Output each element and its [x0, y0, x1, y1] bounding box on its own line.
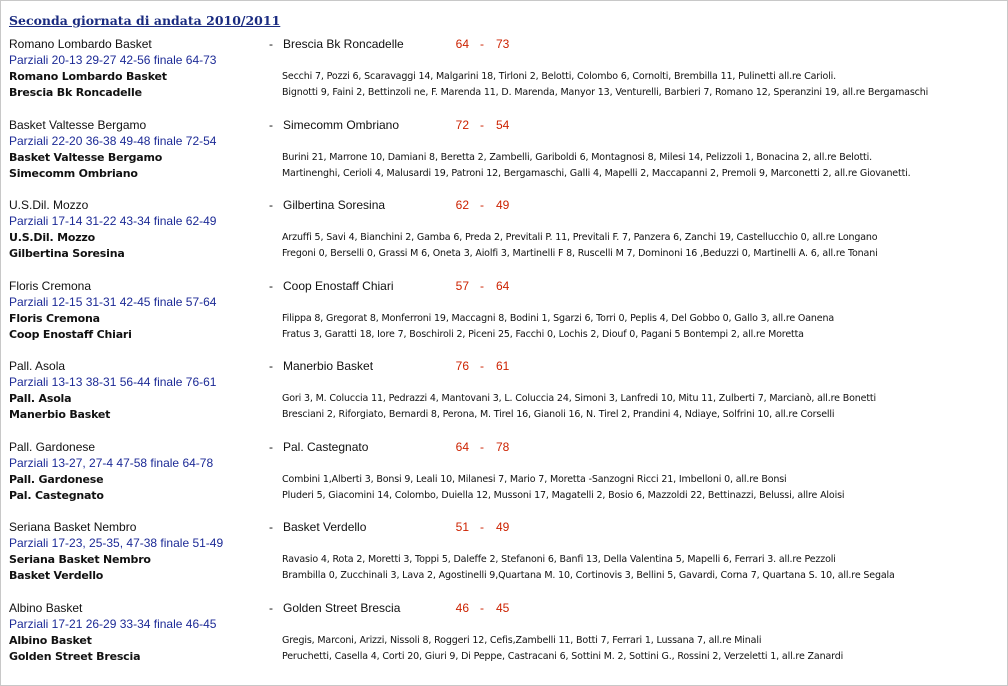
match-header — [1, 520, 1007, 536]
away-roster-team: Pal. Castegnato — [9, 489, 104, 502]
away-roster-row — [1, 166, 1007, 182]
home-team-name: Pall. Gardonese — [9, 440, 96, 454]
away-score: 54 — [496, 118, 510, 132]
match-header — [1, 37, 1007, 53]
match-block — [1, 440, 1007, 520]
away-score: 78 — [496, 440, 510, 454]
score-separator: - — [480, 601, 484, 615]
home-team-name: Basket Valtesse Bergamo — [9, 118, 147, 132]
partials-row — [1, 53, 1007, 69]
away-roster-players: Fregoni 0, Berselli 0, Grassi M 6, Oneta 3, Aiolfi 3, Martinelli F 8, Ruscelli M 7, Dominoni 16 ,Beduzzi 0, Martinelli A. 6, all.re Tonani — [282, 248, 878, 259]
home-team-name: Romano Lombardo Basket — [9, 37, 152, 51]
partials-text: Parziali 12-15 31-31 42-45 finale 57-64 — [9, 295, 217, 309]
partials-text: Parziali 17-21 26-29 33-34 finale 46-45 — [9, 617, 217, 631]
home-roster-team: Pall. Asola — [9, 392, 72, 405]
partials-row — [1, 617, 1007, 633]
away-roster-team: Basket Verdello — [9, 569, 104, 582]
home-roster-row — [1, 230, 1007, 246]
away-roster-row — [1, 488, 1007, 504]
team-separator: - — [269, 37, 273, 51]
score-separator: - — [480, 440, 484, 454]
match-header — [1, 118, 1007, 134]
home-team-name: Seriana Basket Nembro — [9, 520, 137, 534]
home-roster-row — [1, 633, 1007, 649]
away-score: 73 — [496, 37, 510, 51]
away-score: 64 — [496, 279, 510, 293]
partials-text: Parziali 17-23, 25-35, 47-38 finale 51-49 — [9, 536, 224, 550]
match-block — [1, 118, 1007, 198]
home-roster-team: Albino Basket — [9, 634, 92, 647]
away-score: 49 — [496, 520, 510, 534]
home-score: 57 — [455, 279, 469, 293]
match-header — [1, 279, 1007, 295]
home-team-name: Albino Basket — [9, 601, 83, 615]
away-team-name: Manerbio Basket — [283, 359, 374, 373]
match-block — [1, 359, 1007, 439]
home-roster-team: U.S.Dil. Mozzo — [9, 231, 95, 244]
away-roster-team: Golden Street Brescia — [9, 650, 141, 663]
away-roster-players: Bresciani 2, Riforgiato, Bernardi 8, Perona, M. Tirel 16, Gianoli 16, N. Tirel 2, Prandini 4, Ndiaye, Solfrini 10, all.re Corselli — [282, 409, 835, 420]
home-team-name: Pall. Asola — [9, 359, 66, 373]
away-team-name: Coop Enostaff Chiari — [283, 279, 394, 293]
page-title: Seconda giornata di andata 2010/2011 — [9, 13, 281, 28]
home-roster-row — [1, 391, 1007, 407]
home-roster-row — [1, 69, 1007, 85]
away-roster-team: Manerbio Basket — [9, 408, 111, 421]
away-roster-players: Peruchetti, Casella 4, Corti 20, Giuri 9, Di Peppe, Castracani 6, Sottini M. 2, Sottini G., Rossini 2, Verzeletti 1, all.re Zanardi — [282, 651, 844, 662]
home-roster-team: Floris Cremona — [9, 312, 100, 325]
away-team-name: Basket Verdello — [283, 520, 367, 534]
match-header — [1, 198, 1007, 214]
score-separator: - — [480, 37, 484, 51]
score-separator: - — [480, 279, 484, 293]
score-separator: - — [480, 359, 484, 373]
away-roster-players: Pluderi 5, Giacomini 14, Colombo, Duiella 12, Mussoni 17, Magatelli 2, Bosio 6, Mazzoldi 22, Bettinazzi, Belussi, allre Aloisi — [282, 490, 845, 501]
home-score: 64 — [455, 37, 469, 51]
home-score: 62 — [455, 198, 469, 212]
away-roster-row — [1, 407, 1007, 423]
away-team-name: Golden Street Brescia — [283, 601, 401, 615]
away-roster-team: Coop Enostaff Chiari — [9, 328, 132, 341]
team-separator: - — [269, 601, 273, 615]
home-roster-players: Combini 1,Alberti 3, Bonsi 9, Leali 10, Milanesi 7, Mario 7, Moretta -Sanzogni Ricci 21, Imbelloni 0, all.re Bonsi — [282, 474, 787, 485]
home-score: 64 — [455, 440, 469, 454]
away-team-name: Simecomm Ombriano — [283, 118, 400, 132]
partials-text: Parziali 20-13 29-27 42-56 finale 64-73 — [9, 53, 217, 67]
away-team-name: Pal. Castegnato — [283, 440, 369, 454]
match-header — [1, 359, 1007, 375]
home-roster-row — [1, 311, 1007, 327]
partials-text: Parziali 13-13 38-31 56-44 finale 76-61 — [9, 375, 217, 389]
home-team-name: U.S.Dil. Mozzo — [9, 198, 89, 212]
away-team-name: Gilbertina Soresina — [283, 198, 386, 212]
match-block — [1, 279, 1007, 359]
home-roster-team: Seriana Basket Nembro — [9, 553, 151, 566]
home-roster-team: Basket Valtesse Bergamo — [9, 151, 163, 164]
home-roster-team: Pall. Gardonese — [9, 473, 104, 486]
partials-text: Parziali 17-14 31-22 43-34 finale 62-49 — [9, 214, 217, 228]
home-roster-players: Ravasio 4, Rota 2, Moretti 3, Toppi 5, Daleffe 2, Stefanoni 6, Banfi 13, Della Valentina 5, Mapelli 6, Ferrari 3. all.re Pezzoli — [282, 554, 836, 565]
home-roster-row — [1, 150, 1007, 166]
home-team-name: Floris Cremona — [9, 279, 92, 293]
partials-row — [1, 536, 1007, 552]
home-roster-players: Gregis, Marconi, Arizzi, Nissoli 8, Roggeri 12, Cefis,Zambelli 11, Botti 7, Ferrari 1, Lussana 7, all.re Minali — [282, 635, 762, 646]
away-roster-team: Brescia Bk Roncadelle — [9, 86, 142, 99]
away-score: 49 — [496, 198, 510, 212]
partials-row — [1, 214, 1007, 230]
score-separator: - — [480, 118, 484, 132]
away-roster-row — [1, 327, 1007, 343]
match-block — [1, 601, 1007, 681]
team-separator: - — [269, 520, 273, 534]
away-roster-team: Gilbertina Soresina — [9, 247, 125, 260]
away-roster-players: Fratus 3, Garatti 18, Iore 7, Boschiroli 2, Piceni 25, Facchi 0, Lochis 2, Diouf 0, Pagani 5 Bontempi 2, all.re Moretta — [282, 329, 804, 340]
home-roster-players: Filippa 8, Gregorat 8, Monferroni 19, Maccagni 8, Bodini 1, Sgarzi 6, Torri 0, Peplis 4, Del Gobbo 0, Gallo 3, all.re Oanena — [282, 313, 835, 324]
partials-text: Parziali 22-20 36-38 49-48 finale 72-54 — [9, 134, 217, 148]
home-roster-players: Arzuffi 5, Savi 4, Bianchini 2, Gamba 6, Preda 2, Previtali P. 11, Previtali F. 7, Panzera 6, Zanchi 19, Castellucchio 0, all.re Longano — [282, 232, 878, 243]
away-roster-row — [1, 85, 1007, 101]
partials-row — [1, 134, 1007, 150]
away-team-name: Brescia Bk Roncadelle — [283, 37, 404, 51]
home-roster-players: Secchi 7, Pozzi 6, Scaravaggi 14, Malgarini 18, Tirloni 2, Belotti, Colombo 6, Cornolti, Brembilla 11, Pulinetti all.re Carioli. — [282, 71, 836, 82]
away-roster-players: Martinenghi, Cerioli 4, Malusardi 19, Patroni 12, Bergamaschi, Galli 4, Mapelli 2, Maccapanni 2, Premoli 9, Marconetti 2, all.re Giovanetti. — [282, 168, 911, 179]
match-header — [1, 440, 1007, 456]
partials-text: Parziali 13-27, 27-4 47-58 finale 64-78 — [9, 456, 214, 470]
score-separator: - — [480, 198, 484, 212]
home-score: 46 — [455, 601, 469, 615]
away-roster-row — [1, 246, 1007, 262]
team-separator: - — [269, 279, 273, 293]
home-roster-row — [1, 552, 1007, 568]
home-roster-row — [1, 472, 1007, 488]
away-roster-players: Bignotti 9, Faini 2, Bettinzoli ne, F. Marenda 11, D. Marenda, Manyor 13, Venturelli, Barbieri 7, Romano 12, Speranzini 19, all.re Bergamaschi — [282, 87, 929, 98]
team-separator: - — [269, 359, 273, 373]
home-roster-team: Romano Lombardo Basket — [9, 70, 167, 83]
match-header — [1, 601, 1007, 617]
partials-row — [1, 295, 1007, 311]
team-separator: - — [269, 440, 273, 454]
away-roster-team: Simecomm Ombriano — [9, 167, 138, 180]
match-block — [1, 37, 1007, 117]
away-roster-row — [1, 568, 1007, 584]
home-score: 51 — [455, 520, 469, 534]
home-score: 72 — [455, 118, 469, 132]
away-roster-row — [1, 649, 1007, 665]
away-score: 61 — [496, 359, 510, 373]
team-separator: - — [269, 118, 273, 132]
home-score: 76 — [455, 359, 469, 373]
away-roster-players: Brambilla 0, Zucchinali 3, Lava 2, Agostinelli 9,Quartana M. 10, Cortinovis 3, Bellini 5, Gavardi, Corna 7, Quartana S. 10, all.re Segala — [282, 570, 895, 581]
home-roster-players: Burini 21, Marrone 10, Damiani 8, Beretta 2, Zambelli, Gariboldi 6, Montagnosi 8, Milesi 14, Pelizzoli 1, Bonacina 2, all.re Belotti. — [282, 152, 872, 163]
partials-row — [1, 456, 1007, 472]
home-roster-players: Gori 3, M. Coluccia 11, Pedrazzi 4, Mantovani 3, L. Coluccia 24, Simoni 3, Lanfredi 10, Mitu 11, Zulberti 7, Marcianò, all.re Bonetti — [282, 393, 876, 404]
score-separator: - — [480, 520, 484, 534]
team-separator: - — [269, 198, 273, 212]
match-block — [1, 198, 1007, 278]
partials-row — [1, 375, 1007, 391]
match-block — [1, 520, 1007, 600]
away-score: 45 — [496, 601, 510, 615]
